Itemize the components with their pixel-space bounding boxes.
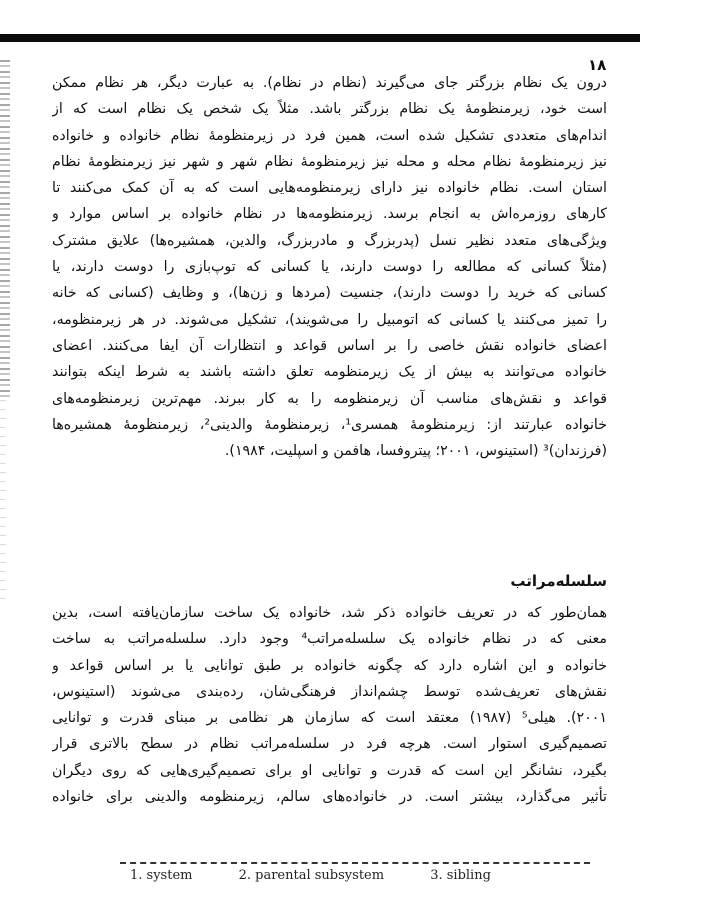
text-line-last: (فرزندان)³ (استینوس، ۲۰۰۱؛ پیتروفسا، هافمن و اسپلیت، ۱۹۸۴). (224, 443, 607, 460)
footnote-divider (120, 862, 590, 864)
text-line: اعضای خانواده نقش خاصی را بر اساس قواعد و انتظارات آن ایفا می‌کنند. اعضای (52, 337, 607, 354)
text-line: را تمیز می‌کنند یا کسانی که اتومبیل را می‌شویند)، تشکیل می‌شوند. در هر زیرمنظومه، (52, 311, 607, 328)
scan-edge-shadow (0, 60, 10, 400)
text-line: نیز زیرمنظومهٔ نظام محله و محله نیز زیرمنظومهٔ نظام شهر و شهر نیز زیرمنظومهٔ نظام (52, 153, 607, 170)
text-line: خانواده عبارتند از: زیرمنظومهٔ همسری¹، زیرمنظومهٔ والدینی²، زیرمنظومهٔ همشیره‌ها (52, 416, 607, 433)
text-line: تصمیم‌گیری استوار است. هرچه فرد در سلسله‌مراتب نظام در سطح بالاتری قرار (52, 736, 607, 753)
text-line: درون یک نظام بزرگتر جای می‌گیرند (نظام در نظام). به عبارت دیگر، هر نظام ممکن (52, 75, 607, 91)
text-line: ۲۰۰۱). هیلی⁵ (۱۹۸۷) معتقد است که سازمان هر نظامی بر مبنای قدرت و توانایی (52, 710, 607, 727)
text-line: خانواده و این اشاره دارد که چگونه خانواده بر طبق توانایی یا بر اساس قواعد و (52, 657, 607, 674)
paragraph-subsystems (52, 70, 607, 464)
page-number: ۱۸ (588, 56, 607, 74)
scan-edge-shadow-lower (0, 400, 6, 600)
text-line: ویژگی‌های متعدد نظیر نسل (پدربزرگ و مادربزرگ، والدین، همشیره‌ها) علایق مشترک (52, 232, 607, 249)
footnote-item: 2. parental subsystem (238, 868, 385, 883)
footnote-item: 1. system (130, 868, 193, 883)
text-line: کارهای روزمره‌اش به انجام برسد. زیرمنظومه‌ها در نظام خانواده بر اساس موارد و (52, 206, 607, 223)
paragraph-hierarchy (52, 600, 607, 810)
text-line: است خود، زیرمنظومهٔ یک نظام بزرگتر باشد. مثلاً یک شخص یک نظام است که از (52, 101, 607, 118)
text-line: قواعد و نقش‌های مناسب آن زیرمنظومه را به کار ببرند. مهم‌ترین زیرمنظومه‌های (52, 390, 607, 407)
text-line: تأثیر می‌گذارد، بیشتر است. در خانواده‌های سالم، زیرمنظومه والدینی برای خانواده (52, 789, 607, 806)
text-line: (مثلاً کسانی که مطالعه را دوست دارند، یا کسانی که توپ‌بازی را دوست دارند، یا (52, 259, 607, 276)
text-line: اندام‌های متعددی تشکیل شده است، همین فرد در زیرمنظومهٔ نظام خانواده و خانواده (52, 127, 607, 144)
section-heading: سلسله‌مراتب (510, 572, 607, 590)
text-line: استان است. نظام خانواده نیز دارای زیرمنظومه‌هایی است که به آن کمک می‌کنند تا (52, 180, 607, 197)
text-line: معنی که در نظام خانواده یک سلسله‌مراتب⁴ وجود دارد. سلسله‌مراتب به ساخت (52, 631, 607, 648)
top-border-rule (0, 34, 640, 42)
footnotes (130, 868, 570, 886)
text-line: نقش‌های تعریف‌شده توسط چشم‌انداز فرهنگی‌شان، رده‌بندی می‌شوند (استینوس، (52, 683, 607, 700)
footnote-item: 3. sibling (430, 868, 491, 883)
text-line: کسانی که خرید را دوست دارند)، جنسیت (مردها و زن‌ها)، و وظایف (کسانی که خانه (52, 285, 607, 302)
text-line: همان‌طور که در تعریف خانواده ذکر شد، خانواده یک ساخت سازمان‌یافته است، بدین (52, 605, 607, 621)
text-line: خانواده می‌توانند به بیش از یک زیرمنظومه تعلق داشته باشند به شرط اینکه بتوانند (52, 364, 607, 381)
text-line: بگیرد، نشانگر این است که قدرت و توانایی او برای تصمیم‌گیری‌هایی که روی دیگران (52, 762, 607, 779)
